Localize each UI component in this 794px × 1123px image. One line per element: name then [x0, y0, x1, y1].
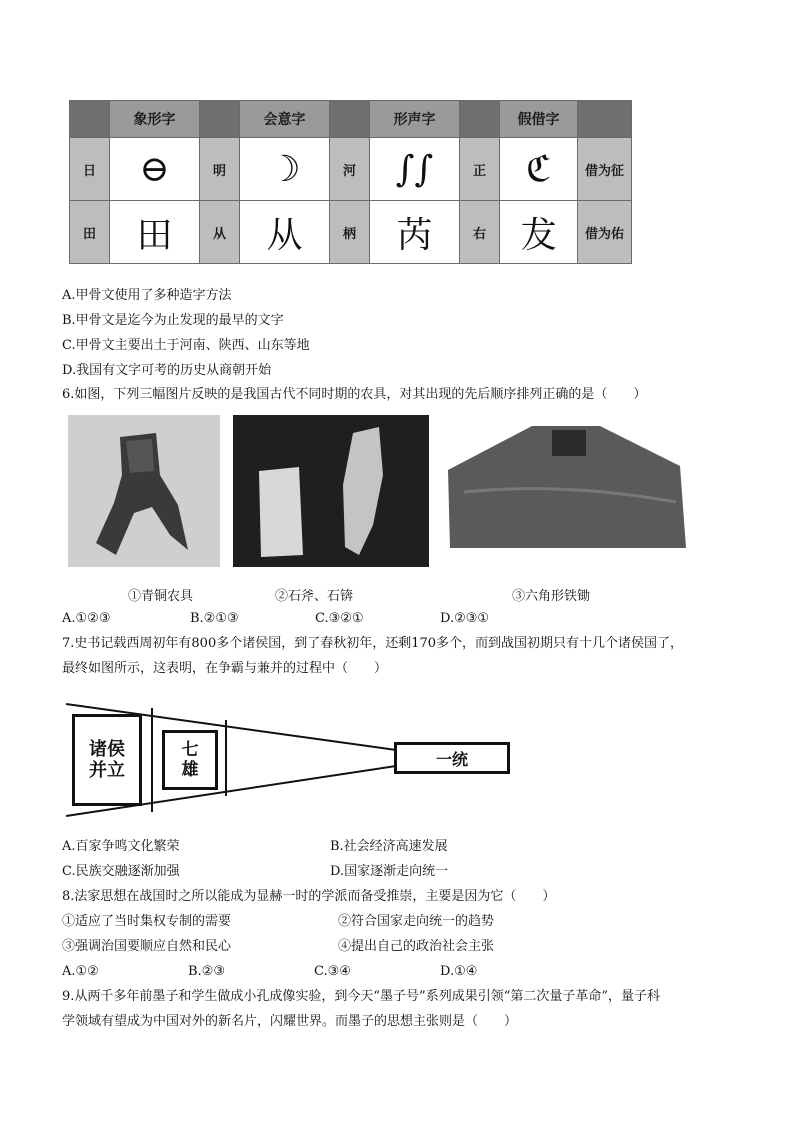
table-row: [70, 138, 632, 201]
header-loan-character: 假借字: [500, 101, 578, 138]
bronze-tool-photo: [68, 415, 220, 567]
table-cell: 田: [70, 201, 110, 264]
iron-hoe-image: [444, 422, 690, 552]
q7-option-c: C.民族交融逐渐加强: [62, 864, 180, 879]
header-phonogram: 形声字: [370, 101, 460, 138]
box-unified: [394, 742, 510, 774]
table-header-row: [70, 101, 632, 138]
q8-item-2: ②符合国家走向统一的趋势: [338, 914, 495, 929]
stone-axe-image: [233, 415, 429, 567]
character-type-table: [69, 100, 632, 264]
iron-hoe-photo: [444, 422, 690, 552]
table-cell: 正: [460, 138, 500, 201]
header-blank: [70, 101, 110, 138]
q8-option-a: A.①②: [62, 964, 99, 979]
oracle-glyph: 从: [240, 201, 330, 264]
q8-option-b: B.②③: [188, 964, 225, 979]
table-cell: 借为征: [578, 138, 632, 201]
q8-option-d: D.①④: [440, 964, 478, 979]
q6-option-c: C.③②①: [315, 611, 364, 626]
table-cell: 柄: [330, 201, 370, 264]
bronze-spade-image: [68, 415, 220, 567]
oracle-glyph: 犮: [500, 201, 578, 264]
caption-stone-tools: ②石斧、石锛: [275, 589, 354, 604]
q8-stem: 8.法家思想在战国时之所以能成为显赫一时的学派而备受推崇，主要是因为它（ ）: [62, 889, 556, 904]
oracle-glyph: 芮: [370, 201, 460, 264]
oracle-glyph: ℭ: [500, 138, 578, 201]
q6-stem: 6.如图，下列三幅图片反映的是我国古代不同时期的农具，对其出现的先后顺序排列正确的是（ ）: [62, 387, 647, 402]
q7-stem-line1: 7.史书记载西周初年有800多个诸侯国，到了春秋初年，还剩170多个，而到战国初期只有十几个诸侯国了，: [62, 636, 684, 651]
oracle-glyph: ∫∫: [370, 138, 460, 201]
stone-tools-photo: [233, 415, 429, 567]
caption-bronze-tools: ①青铜农具: [128, 589, 194, 604]
table-cell: 明: [200, 138, 240, 201]
box-seven-states: [162, 730, 218, 790]
header-pictograph: 象形字: [110, 101, 200, 138]
label-seven-states: 七雄: [181, 740, 199, 780]
table-row: [70, 201, 632, 264]
oracle-glyph: ⊖: [110, 138, 200, 201]
table-cell: 从: [200, 201, 240, 264]
caption-iron-hoe: ③六角形铁锄: [512, 589, 591, 604]
label-feudal-states: 诸侯并立: [89, 739, 125, 781]
q7-option-b: B.社会经济高速发展: [330, 839, 448, 854]
q5-option-a: A.甲骨文使用了多种造字方法: [62, 288, 232, 303]
oracle-glyph: ☽: [240, 138, 330, 201]
q8-item-3: ③强调治国要顺应自然和民心: [62, 939, 232, 954]
q7-option-a: A.百家争鸣文化繁荣: [62, 839, 180, 854]
q6-option-d: D.②③①: [440, 611, 490, 626]
header-blank: [578, 101, 632, 138]
q8-item-4: ④提出自己的政治社会主张: [338, 939, 495, 954]
header-blank: [200, 101, 240, 138]
q6-option-a: A.①②③: [62, 611, 111, 626]
q8-option-c: C.③④: [314, 964, 351, 979]
table-cell: 借为佑: [578, 201, 632, 264]
q5-option-c: C.甲骨文主要出土于河南、陕西、山东等地: [62, 338, 310, 353]
oracle-glyph: 田: [110, 201, 200, 264]
q9-stem-line2: 学领域有望成为中国对外的新名片，闪耀世界。而墨子的思想主张则是（ ）: [62, 1014, 518, 1029]
q5-option-d: D.我国有文字可考的历史从商朝开始: [62, 363, 272, 378]
unification-funnel-diagram: [66, 690, 516, 824]
header-ideograph: 会意字: [240, 101, 330, 138]
q7-option-d: D.国家逐渐走向统一: [330, 864, 449, 879]
table-cell: 右: [460, 201, 500, 264]
label-unified: 一统: [435, 749, 468, 769]
q6-option-b: B.②①③: [190, 611, 239, 626]
table-cell: 日: [70, 138, 110, 201]
header-blank: [330, 101, 370, 138]
q7-stem-line2: 最终如图所示，这表明，在争霸与兼并的过程中（ ）: [62, 661, 388, 676]
q5-option-b: B.甲骨文是迄今为止发现的最早的文字: [62, 313, 284, 328]
box-feudal-states: [72, 714, 142, 806]
q8-item-1: ①适应了当时集权专制的需要: [62, 914, 232, 929]
header-blank: [460, 101, 500, 138]
q9-stem-line1: 9.从两千多年前墨子和学生做成小孔成像实验，到今天“墨子号”系列成果引领“第二次量子革命”，量子科: [62, 989, 660, 1004]
table-cell: 河: [330, 138, 370, 201]
